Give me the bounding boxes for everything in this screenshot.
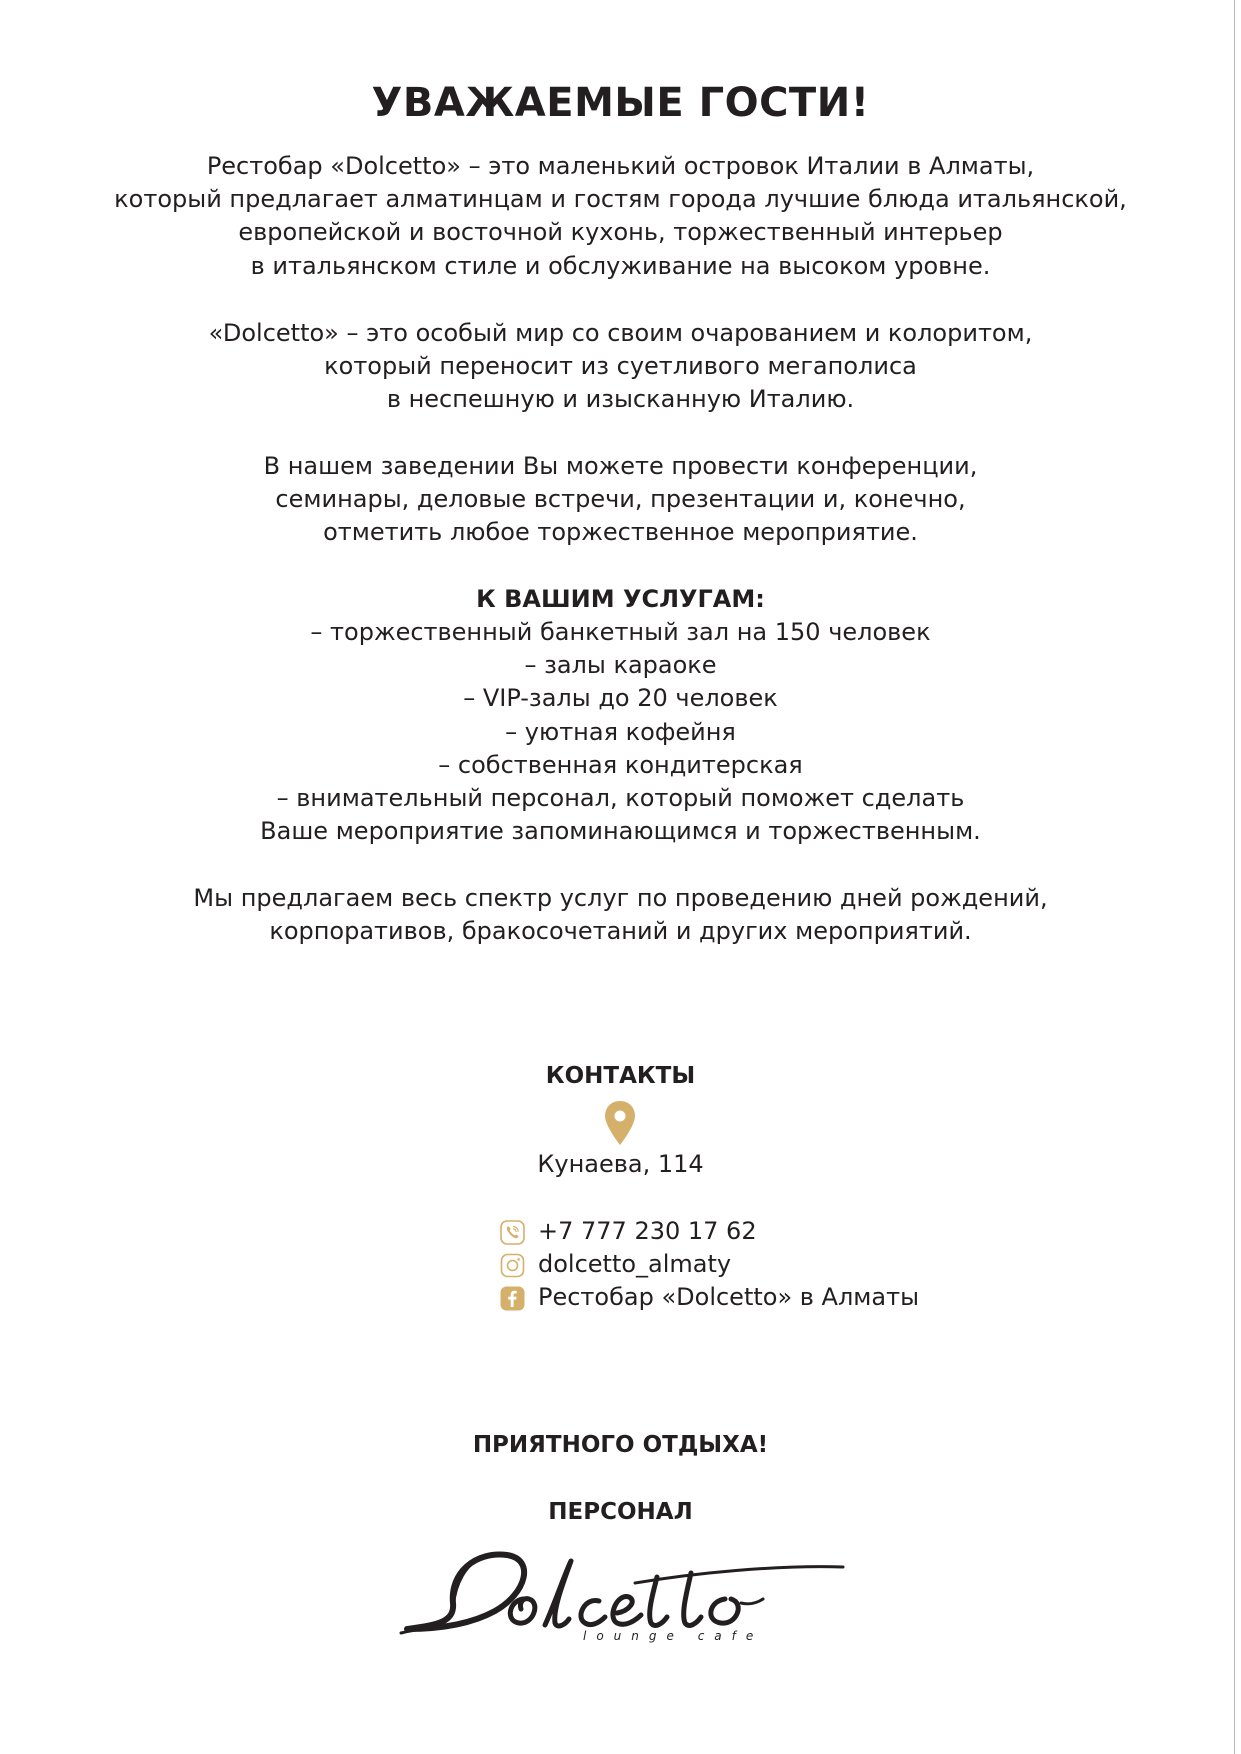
viber-phone-icon [500, 1220, 525, 1245]
service-item: Ваше мероприятие запоминающимся и торжественным. [260, 817, 981, 846]
text-line: Мы предлагаем весь спектр услуг по проведению дней рождений, [193, 884, 1048, 912]
text-line: в неспешную и изысканную Италию. [386, 385, 855, 414]
location-pin-icon [603, 1100, 637, 1146]
facebook-page-name: Рестобар «Dolcetto» в Алматы [538, 1283, 920, 1311]
services-list [0, 616, 1241, 848]
instagram-row [0, 1248, 1241, 1281]
logo-tagline: lounge cafe [583, 1629, 764, 1643]
instagram-handle: dolcetto_almaty [538, 1250, 732, 1278]
text-line: семинары, деловые встречи, презентации и, конечно, [275, 485, 966, 514]
text-line: В нашем заведении Вы можете провести конференции, [263, 452, 978, 480]
facebook-row [0, 1281, 1241, 1314]
text-line: Рестобар «Dolcetto» – это маленький островок Италии в Алматы, [206, 152, 1035, 180]
contacts-heading: КОНТАКТЫ [545, 1063, 696, 1089]
text-line: в итальянском стиле и обслуживание на высоком уровне. [250, 251, 991, 280]
service-item: – торжественный банкетный зал на 150 человек [310, 618, 931, 646]
text-line: «Dolcetto» – это особый мир со своим очарованием и колоритом, [208, 319, 1033, 347]
instagram-icon [500, 1253, 525, 1278]
services-heading: К ВАШИМ УСЛУГАМ: [476, 585, 765, 613]
facebook-icon [500, 1286, 525, 1311]
service-item: – собственная кондитерская [438, 750, 803, 779]
address-text: Кунаева, 114 [537, 1150, 704, 1178]
text-line: который предлагает алматинцам и гостям города лучшие блюда итальянской, [114, 185, 1127, 214]
text-line: европейской и восточной кухонь, торжественный интерьер [238, 218, 1003, 247]
offer-paragraph [0, 882, 1241, 948]
signature-text: ПЕРСОНАЛ [548, 1499, 693, 1525]
service-item: – залы караоке [524, 651, 717, 680]
farewell-text: ПРИЯТНОГО ОТДЫХА! [472, 1432, 769, 1458]
page-title: УВАЖАЕМЫЕ ГОСТИ! [371, 80, 870, 126]
phone-row [0, 1215, 1241, 1248]
service-item: – уютная кофейня [505, 717, 736, 746]
phone-number: +7 777 230 17 62 [538, 1217, 757, 1245]
dolcetto-logo [395, 1543, 845, 1643]
service-item: – внимательный персонал, который поможет сделать [276, 784, 965, 813]
text-line: корпоративов, бракосочетаний и других мероприятий. [269, 917, 972, 946]
text-line: который переносит из суетливого мегаполиса [324, 352, 917, 381]
intro-paragraph [0, 150, 1241, 283]
text-line: отметить любое торжественное мероприятие. [323, 518, 918, 547]
service-item: – VIP-залы до 20 человек [463, 684, 778, 713]
atmosphere-paragraph [0, 317, 1241, 417]
events-paragraph [0, 450, 1241, 550]
